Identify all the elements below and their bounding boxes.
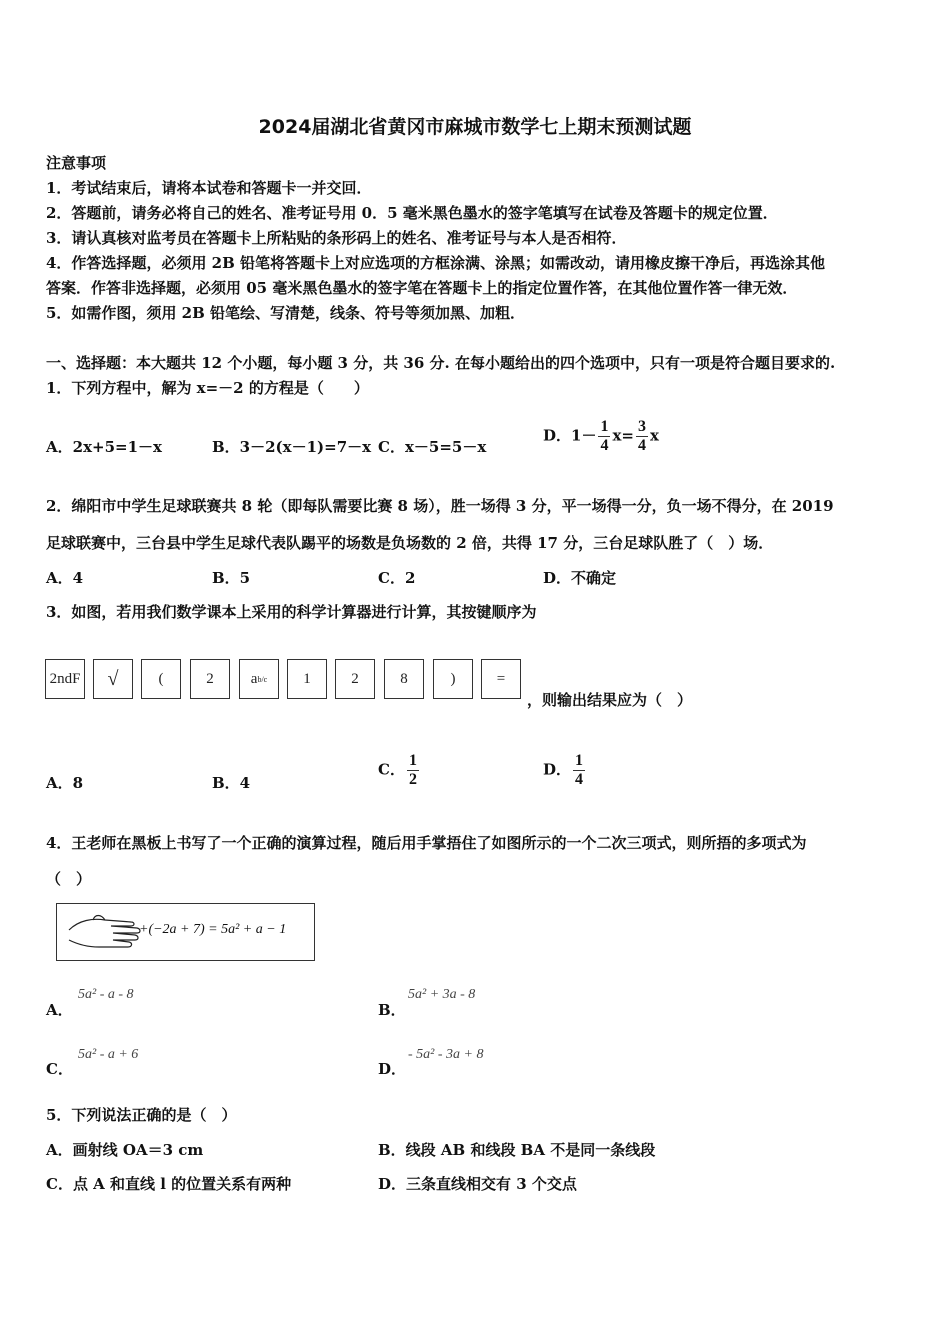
fraction-numerator: 3 (637, 418, 646, 435)
q5-option-c: C．点 A 和直线 l 的位置关系有两种 (46, 1175, 292, 1193)
q3-c-label: C． (378, 760, 405, 779)
fraction-numerator: 1 (408, 752, 417, 769)
q4-a-label: A． (46, 1001, 73, 1019)
q2-option-d: D．不确定 (543, 569, 617, 587)
q2-option-c: C．2 (378, 569, 416, 587)
fraction-denominator: 4 (575, 771, 584, 788)
fraction-denominator: 2 (408, 771, 417, 788)
notice-item: 4．作答选择题，必须用 2B 铅笔将答题卡上对应选项的方框涂满、涂黑；如需改动，请用橡皮擦干净后，再选涂其他 (46, 254, 826, 272)
q3-option-b: B．4 (212, 774, 251, 792)
q3-d-fraction (573, 752, 585, 789)
q4-figure-expression: +(−2a + 7) = 5a² + a − 1 (139, 922, 287, 937)
sqrt-icon: √ (107, 667, 119, 690)
q4-b-label: B． (378, 1001, 406, 1019)
q2-option-b: B．5 (212, 569, 251, 587)
q3-c-fraction (407, 752, 419, 789)
q4-line2: （ ） (46, 870, 92, 888)
q4-option-b: 5a² + 3a - 8 (408, 987, 476, 1002)
calc-key-2b: 2 (335, 659, 375, 699)
notice-item: 3．请认真核对监考员在答题卡上所粘贴的条形码上的姓名、准考证号与本人是否相符． (46, 229, 627, 247)
q2-line1: 2．绵阳市中学生足球联赛共 8 轮（即每队需要比赛 8 场），胜一场得 3 分，平一场得一分，负一场不得分，在 2019 (46, 497, 834, 515)
calc-key-open-paren: ( (141, 659, 181, 699)
q3-option-d (543, 752, 587, 789)
q1-d-fraction-2 (636, 418, 648, 455)
q1-d-label: D．1－ (543, 426, 597, 445)
key-base: a (250, 670, 258, 687)
notice-item: 答案．作答非选择题，必须用 05 毫米黑色墨水的签字笔在答题卡上的指定位置作答，在其他位置作答一律无效． (46, 279, 798, 297)
hand-icon (65, 910, 143, 954)
q3-d-label: D． (543, 760, 572, 779)
q4-option-d: - 5a² - 3a + 8 (408, 1047, 484, 1062)
calc-key-2: 2 (190, 659, 230, 699)
notice-item: 5．如需作图，须用 2B 铅笔绘、写清楚，线条、符号等须加黑、加粗． (46, 304, 525, 322)
q4-c-label: C． (46, 1060, 73, 1078)
notice-item: 2．答题前，请务必将自己的姓名、准考证号用 0．5 毫米黑色墨水的签字笔填写在试卷及答题卡的规定位置． (46, 204, 778, 222)
q1-d-end: x (649, 426, 659, 445)
calc-key-8: 8 (384, 659, 424, 699)
calc-key-2ndf: 2ndF (45, 659, 85, 699)
q5-stem: 5．下列说法正确的是（ ） (46, 1106, 237, 1124)
calc-key-sqrt (93, 659, 133, 699)
fraction-denominator: 4 (600, 437, 609, 454)
q2-line2: 足球联赛中，三台县中学生足球代表队踢平的场数是负场数的 2 倍，共得 17 分，三台足球队胜了（ ）场． (46, 534, 774, 552)
q1-d-fraction-1 (598, 418, 610, 455)
q1-option-d (543, 418, 659, 455)
q1-stem: 1．下列方程中，解为 x=－2 的方程是（ ） (46, 379, 369, 397)
q1-option-b: B．3－2(x－1)=7－x (212, 438, 372, 456)
q4-d-label: D． (378, 1060, 407, 1078)
q3-tail: ，则输出结果应为（ ） (527, 691, 693, 709)
q4-option-c: 5a² - a + 6 (78, 1047, 139, 1062)
q4-figure (56, 903, 315, 961)
calc-key-1: 1 (287, 659, 327, 699)
calc-key-fraction (239, 659, 279, 699)
fraction-denominator: 4 (637, 437, 646, 454)
fraction-numerator: 1 (575, 752, 584, 769)
q4-line1: 4．王老师在黑板上书写了一个正确的演算过程，随后用手掌捂住了如图所示的一个二次三项式，则所捂的多项式为 (46, 834, 807, 852)
q3-option-a: A．8 (46, 774, 84, 792)
q1-option-a: A．2x+5=1－x (46, 438, 162, 456)
q3-stem: 3．如图，若用我们数学课本上采用的科学计算器进行计算，其按键顺序为 (46, 603, 537, 621)
calc-key-close-paren: ) (433, 659, 473, 699)
notice-heading: 注意事项 (46, 154, 107, 172)
q4-option-a: 5a² - a - 8 (78, 987, 134, 1002)
page-title: 2024届湖北省黄冈市麻城市数学七上期末预测试题 (258, 116, 692, 138)
section-heading: 一、选择题：本大题共 12 个小题，每小题 3 分，共 36 分. 在每小题给出的四个选项中，只有一项是符合题目要求的. (46, 354, 836, 372)
notice-item: 1．考试结束后，请将本试卷和答题卡一并交回． (46, 179, 372, 197)
q1-option-c: C．x－5=5－x (378, 438, 487, 456)
fraction-numerator: 1 (600, 418, 609, 435)
q5-option-b: B．线段 AB 和线段 BA 不是同一条线段 (378, 1141, 656, 1159)
q5-option-a: A．画射线 OA＝3 cm (46, 1141, 204, 1159)
q1-d-mid: x= (612, 426, 634, 445)
q3-option-c (378, 752, 421, 789)
key-sup: b/c (257, 674, 268, 684)
q5-option-d: D．三条直线相交有 3 个交点 (378, 1175, 577, 1193)
calc-key-equals: = (481, 659, 521, 699)
q2-option-a: A．4 (46, 569, 84, 587)
